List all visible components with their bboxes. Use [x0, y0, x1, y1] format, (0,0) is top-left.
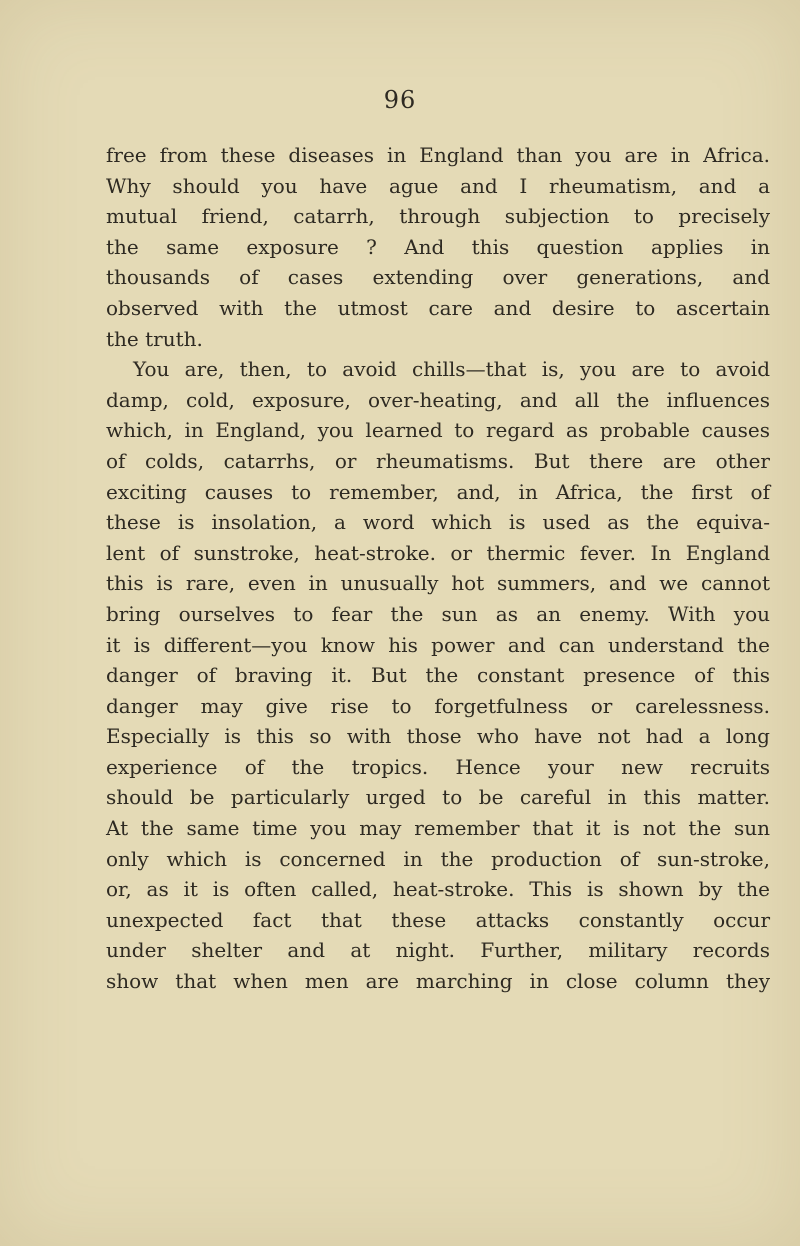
text-line: free from these diseases in England than you are in Africa.: [106, 143, 770, 167]
text-line: the truth.: [106, 326, 203, 351]
text-line: it is different—you know his power and can understand the: [106, 632, 770, 657]
text-line: thousands of cases extending over generations, and: [106, 265, 770, 290]
text-line: only which is concerned in the production of sun-stroke,: [106, 846, 770, 871]
text-line: Why should you have ague and I rheumatism, and a: [106, 173, 770, 198]
text-line: exciting causes to remember, and, in Africa, the first of: [106, 479, 770, 504]
text-line: bring ourselves to fear the sun as an enemy. With you: [106, 601, 770, 626]
text-line: which, in England, you learned to regard as probable causes: [106, 418, 770, 443]
text-line: or, as it is often called, heat-stroke. This is shown by the: [106, 877, 770, 902]
text-line: damp, cold, exposure, over-heating, and all the influences: [106, 387, 770, 412]
text-line: At the same time you may remember that it is not the sun: [106, 816, 770, 841]
text-line: should be particularly urged to be careful in this matter.: [106, 785, 770, 810]
text-line: of colds, catarrhs, or rheumatisms. But there are other: [106, 448, 770, 473]
text-line: Especially is this so with those who have not had a long: [106, 724, 770, 749]
text-line: You are, then, to avoid chills—that is, you are to avoid: [133, 357, 770, 382]
text-line: the same exposure ? And this question applies in: [106, 234, 770, 259]
text-line: these is insolation, a word which is used as the equiva-: [106, 510, 770, 535]
text-line: show that when men are marching in close column they: [106, 969, 770, 994]
text-line: unexpected fact that these attacks constantly occur: [106, 907, 770, 932]
body-text: [106, 140, 770, 997]
text-line: experience of the tropics. Hence your new recruits: [106, 754, 770, 779]
text-line: under shelter and at night. Further, military records: [106, 938, 770, 963]
text-line: danger of braving it. But the constant presence of this: [106, 663, 770, 688]
text-line: danger may give rise to forgetfulness or carelessness.: [106, 693, 770, 718]
text-line: observed with the utmost care and desire to ascertain: [106, 295, 770, 320]
text-line: lent of sunstroke, heat-stroke. or thermic fever. In England: [106, 540, 770, 565]
text-line: mutual friend, catarrh, through subjection to precisely: [106, 204, 770, 229]
page-number: 96: [383, 86, 417, 114]
text-line: this is rare, even in unusually hot summers, and we cannot: [106, 571, 770, 596]
